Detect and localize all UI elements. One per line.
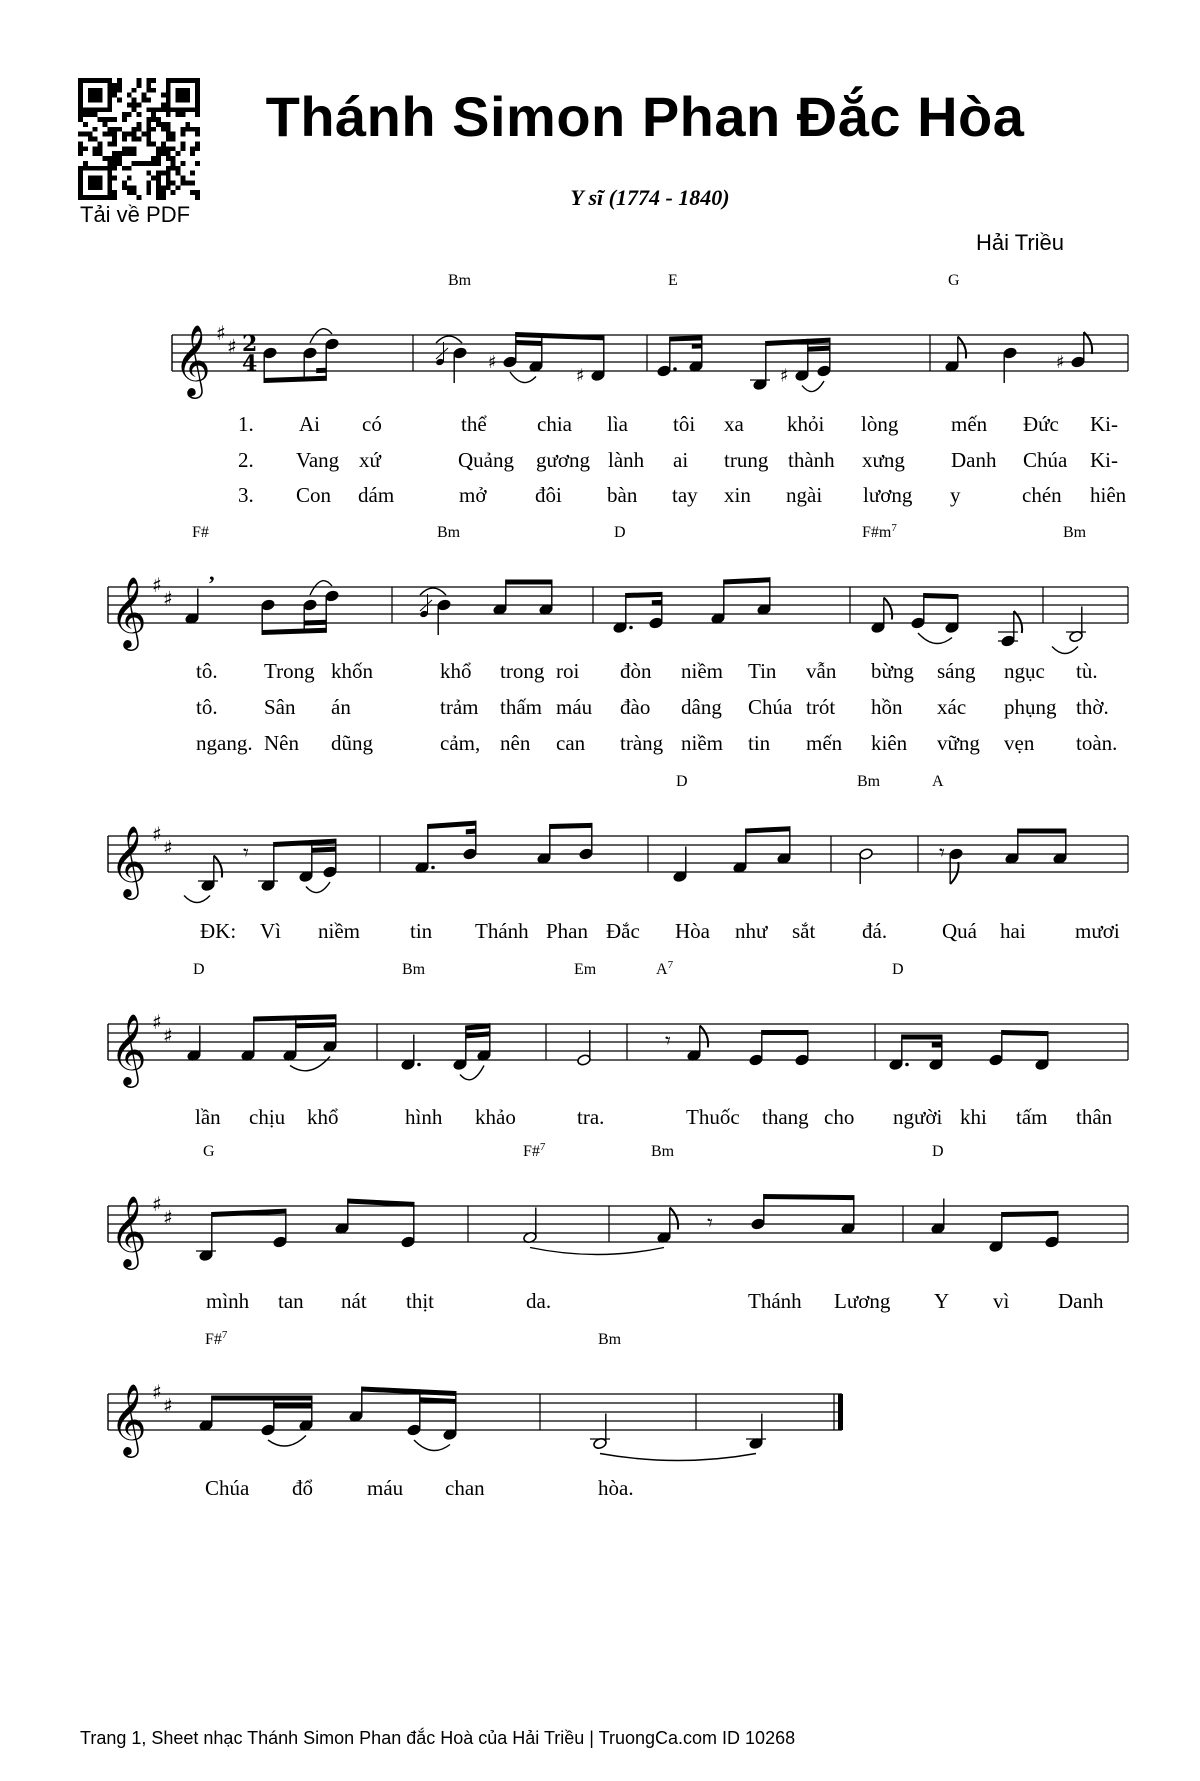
sharp-icon: ♯ xyxy=(152,822,162,846)
time-signature-top: 2 xyxy=(242,331,258,357)
page-footer: Trang 1, Sheet nhạc Thánh Simon Phan đắc Hoà của Hải Triều | TruongCa.com ID 10268 xyxy=(80,1728,796,1748)
note-beam xyxy=(466,1031,490,1038)
staff-system-5 xyxy=(108,1141,1128,1313)
chord-symbol xyxy=(656,959,674,978)
lyric-syllable: Chúa xyxy=(748,695,793,719)
chord-symbol: F# xyxy=(192,524,209,541)
lyric-syllable: khảo xyxy=(475,1105,516,1129)
note-beam xyxy=(262,628,326,635)
chord-symbol: E xyxy=(668,272,678,289)
chord-symbol xyxy=(205,1329,228,1348)
download-pdf-link[interactable]: Tải về PDF xyxy=(80,202,191,227)
chord-root: A xyxy=(656,961,668,978)
note-beam xyxy=(670,335,702,341)
lyric-syllable: roi xyxy=(556,659,580,683)
note-beam xyxy=(550,823,592,829)
lyric-syllable: nát xyxy=(341,1289,367,1313)
chord-symbol: D xyxy=(932,1143,944,1160)
sharp-icon: ♯ xyxy=(488,352,497,373)
lyric-syllable: lần xyxy=(195,1105,221,1129)
lyric-syllable: vì xyxy=(993,1289,1010,1313)
slur xyxy=(918,633,952,644)
lyric-syllable: Hòa xyxy=(675,919,710,943)
note-dot xyxy=(629,626,633,630)
note-beam xyxy=(932,1043,942,1048)
staff-system-1 xyxy=(172,272,1128,507)
slur xyxy=(436,336,462,343)
lyric-syllable: chịu xyxy=(249,1105,286,1129)
slur xyxy=(1052,647,1078,654)
lyric-syllable: hình xyxy=(405,1105,443,1129)
lyric-syllable: Thánh xyxy=(748,1289,802,1313)
lyric-syllable: tin xyxy=(748,731,771,755)
slur xyxy=(530,1248,664,1255)
note-beam xyxy=(254,1014,336,1021)
lyric-syllable: thấm xyxy=(500,695,542,719)
lyric-syllable: đôi xyxy=(535,483,562,507)
lyric-syllable: hòa. xyxy=(598,1476,634,1500)
chord-root: F#m xyxy=(862,524,892,541)
lyric-syllable: đòn xyxy=(620,659,652,683)
lyric-syllable: tan xyxy=(278,1289,304,1313)
note-flag xyxy=(700,1026,708,1048)
sharp-icon: ♯ xyxy=(163,1205,173,1230)
lyric-syllable: nên xyxy=(500,731,531,755)
note-beam xyxy=(1002,1211,1058,1217)
chord-symbol: D xyxy=(614,524,626,541)
lyric-syllable: can xyxy=(556,731,586,755)
sharp-icon: ♯ xyxy=(163,1023,173,1048)
eighth-rest-icon: 𝄾 xyxy=(939,841,945,866)
lyric-syllable: Chúa xyxy=(205,1476,250,1500)
note-beam xyxy=(296,1022,336,1028)
note-dot xyxy=(431,866,435,870)
slur xyxy=(184,896,210,903)
lyric-syllable: án xyxy=(331,695,351,719)
lyric-syllable: cảm, xyxy=(440,731,481,755)
chord-root: F# xyxy=(205,1331,222,1348)
note-flag xyxy=(214,856,222,878)
sharp-icon: ♯ xyxy=(227,334,237,359)
lyric-syllable: khốn xyxy=(331,659,373,683)
note-beam xyxy=(212,1396,312,1401)
lyric-syllable: trong xyxy=(500,659,545,683)
slur xyxy=(268,1436,306,1447)
note-beam xyxy=(626,592,662,598)
chord-extension: 7 xyxy=(221,1329,228,1341)
lyric-syllable: vẹn xyxy=(1004,731,1035,755)
lyric-syllable: gương xyxy=(536,448,590,472)
chord-symbol: D xyxy=(193,961,205,978)
sharp-icon: ♯ xyxy=(152,573,162,597)
sharp-icon: ♯ xyxy=(152,1192,162,1216)
final-barline-thick xyxy=(838,1394,843,1430)
chord-symbol: Em xyxy=(574,961,597,978)
lyric-syllable: da. xyxy=(526,1289,552,1313)
note-beam xyxy=(1002,1030,1048,1036)
treble-clef-icon: 𝄞 xyxy=(174,323,211,396)
lyric-syllable: sắt xyxy=(792,919,816,943)
lyric-syllable: khổ xyxy=(307,1105,339,1129)
slur xyxy=(414,1440,450,1451)
lyric-syllable: xứ xyxy=(359,448,381,472)
lyric-syllable: tay xyxy=(672,483,698,507)
lyric-syllable: xa xyxy=(724,412,744,436)
eighth-rest-icon: 𝄾 xyxy=(243,841,249,866)
lyric-syllable: khi xyxy=(960,1105,987,1129)
lyric-syllable: dũng xyxy=(331,731,373,755)
lyric-syllable: mở xyxy=(459,483,487,507)
composer-name: Hải Triều xyxy=(976,230,1065,255)
lyric-syllable: ngài xyxy=(786,483,823,507)
note-beam xyxy=(924,593,958,599)
note-dot xyxy=(417,1063,421,1067)
lyric-syllable: trảm xyxy=(440,695,479,719)
lyric-syllable: trót xyxy=(806,695,836,719)
lyric-syllable: Danh xyxy=(951,448,997,472)
lyric-syllable: kiên xyxy=(871,731,908,755)
note-beam xyxy=(516,332,604,340)
lyric-syllable: thể xyxy=(461,412,487,436)
sharp-icon: ♯ xyxy=(216,321,226,345)
lyric-syllable: khỏi xyxy=(787,412,825,436)
lyric-syllable: ĐK: xyxy=(200,919,237,943)
lyric-syllable: Đức xyxy=(1023,412,1059,436)
slur xyxy=(290,1057,330,1071)
chord-symbol: Bm xyxy=(598,1331,622,1348)
lyric-syllable: vẫn xyxy=(806,659,837,683)
lyric-syllable: như xyxy=(735,919,768,943)
lyric-syllable: Quảng xyxy=(458,448,514,472)
chord-symbol: Bm xyxy=(448,272,472,289)
lyric-syllable: tô. xyxy=(196,659,218,683)
chord-extension: 7 xyxy=(891,522,897,534)
note-dot xyxy=(673,367,677,371)
lyric-syllable: bàn xyxy=(607,483,638,507)
lyric-syllable: sáng xyxy=(937,659,976,683)
note-beam xyxy=(692,343,702,348)
lyric-syllable: thân xyxy=(1076,1105,1113,1129)
sharp-icon: ♯ xyxy=(163,835,173,860)
lyric-syllable: Vang xyxy=(296,448,340,472)
note-beam xyxy=(652,600,662,605)
lyric-syllable: Lương xyxy=(834,1289,891,1313)
lyric-syllable: lương xyxy=(863,483,913,507)
note-beam xyxy=(506,580,552,585)
lyric-syllable: tù. xyxy=(1076,659,1098,683)
lyric-syllable: người xyxy=(893,1105,943,1129)
lyric-syllable: thang xyxy=(762,1105,809,1129)
note-beam xyxy=(312,847,336,853)
chord-symbol: D xyxy=(892,961,904,978)
note-beam xyxy=(304,620,326,626)
song-title: Thánh Simon Phan Đắc Hòa xyxy=(265,85,1025,148)
lyric-syllable: phụng xyxy=(1004,695,1057,719)
lyric-syllable: thành xyxy=(788,448,835,472)
note-beam xyxy=(274,839,336,847)
sharp-icon: ♯ xyxy=(152,1010,162,1034)
treble-clef-icon: 𝄞 xyxy=(110,575,147,648)
lyric-syllable: thịt xyxy=(406,1289,435,1313)
lyric-syllable: Quá xyxy=(942,919,977,943)
note-beam xyxy=(724,577,770,584)
lyric-syllable: chia xyxy=(537,412,572,436)
lyric-syllable: 2. xyxy=(238,448,254,472)
lyric-syllable: 1. xyxy=(238,412,254,436)
lyric-syllable: lành xyxy=(608,448,645,472)
note-beam xyxy=(1018,829,1066,834)
lyric-syllable: Thuốc xyxy=(686,1105,740,1129)
eighth-rest-icon: 𝄾 xyxy=(665,1029,671,1054)
lyric-syllable: Con xyxy=(296,483,332,507)
lyric-syllable: mến xyxy=(806,731,843,755)
staff-system-6 xyxy=(108,1329,843,1500)
lyric-syllable: dám xyxy=(358,483,395,507)
lyric-syllable: ngục xyxy=(1004,659,1045,683)
sharp-icon: ♯ xyxy=(780,365,789,387)
chord-root: F# xyxy=(523,1143,540,1160)
lyric-syllable: Phan xyxy=(546,919,588,943)
note-beam xyxy=(212,1209,286,1217)
time-signature-bottom: 4 xyxy=(242,351,258,377)
chord-symbol: Bm xyxy=(651,1143,675,1160)
lyric-syllable: mến xyxy=(951,412,988,436)
lyric-syllable: tin xyxy=(410,919,433,943)
song-subtitle: Y sĩ (1774 - 1840) xyxy=(570,185,730,210)
lyric-syllable: tấm xyxy=(1016,1105,1048,1129)
lyric-syllable: niềm xyxy=(681,731,723,755)
treble-clef-icon: 𝄞 xyxy=(110,1194,147,1267)
chord-symbol: Bm xyxy=(1063,524,1087,541)
lyric-syllable: niềm xyxy=(318,919,360,943)
note-beam xyxy=(466,829,476,835)
note-beam xyxy=(516,340,542,346)
staff-system-4 xyxy=(108,959,1128,1129)
lyric-syllable: Ki- xyxy=(1090,448,1118,472)
lyric-syllable: Ai xyxy=(299,412,320,436)
lyric-syllable: hiên xyxy=(1090,483,1127,507)
eighth-rest-icon: 𝄾 xyxy=(707,1211,713,1236)
lyric-syllable: dâng xyxy=(681,695,722,719)
lyric-syllable: mình xyxy=(206,1289,250,1313)
lyric-syllable: Ki- xyxy=(1090,412,1118,436)
chord-symbol: A xyxy=(932,773,944,790)
lyric-syllable: Nên xyxy=(264,731,299,755)
lyric-syllable: niềm xyxy=(681,659,723,683)
note-flag xyxy=(958,337,966,359)
slur xyxy=(306,882,330,893)
lyric-syllable: lìa xyxy=(607,412,628,436)
sharp-icon: ♯ xyxy=(163,586,173,611)
note-flag xyxy=(884,598,892,620)
lyric-syllable: Danh xyxy=(1058,1289,1104,1313)
lyric-syllable: chan xyxy=(445,1476,485,1500)
lyric-syllable: ai xyxy=(673,448,689,472)
lyric-syllable: ngang. xyxy=(196,731,253,755)
lyric-syllable: đổ xyxy=(292,1476,313,1500)
chord-extension: 7 xyxy=(539,1141,546,1153)
lyric-syllable: Trong xyxy=(264,659,315,683)
lyric-syllable: Y xyxy=(934,1289,950,1313)
chord-symbol xyxy=(862,522,897,541)
note-beam xyxy=(808,346,830,352)
chord-symbol: Bm xyxy=(437,524,461,541)
note-flag xyxy=(950,862,958,884)
lyric-syllable: 3. xyxy=(238,483,254,507)
staff-system-3 xyxy=(108,773,1128,943)
breath-mark-icon: ’ xyxy=(208,571,216,596)
lyric-syllable: cho xyxy=(824,1105,855,1129)
note-beam xyxy=(762,1030,808,1035)
chord-symbol: Bm xyxy=(402,961,426,978)
lyric-syllable: Tin xyxy=(748,659,777,683)
lyric-syllable: Đắc xyxy=(606,919,640,943)
note-dot xyxy=(905,1063,909,1067)
lyric-syllable: trung xyxy=(724,448,769,472)
lyric-syllable: mươi xyxy=(1075,919,1120,943)
chord-symbol: G xyxy=(948,272,960,289)
sharp-icon: ♯ xyxy=(152,1380,162,1404)
lyric-syllable: tra. xyxy=(577,1105,605,1129)
lyric-syllable: lòng xyxy=(861,412,899,436)
lyric-syllable: tràng xyxy=(620,731,664,755)
sharp-icon: ♯ xyxy=(163,1393,173,1418)
treble-clef-icon: 𝄞 xyxy=(110,1382,147,1455)
chord-symbol: G xyxy=(203,1143,215,1160)
treble-clef-icon: 𝄞 xyxy=(110,824,147,897)
note-beam xyxy=(766,338,830,346)
slur xyxy=(600,1454,756,1461)
lyric-syllable: tô. xyxy=(196,695,218,719)
slur xyxy=(420,588,446,595)
note-beam xyxy=(274,1404,312,1409)
lyric-syllable: xưng xyxy=(862,448,905,472)
note-beam xyxy=(428,821,476,829)
lyric-syllable: bừng xyxy=(871,659,914,683)
slur xyxy=(802,381,824,392)
lyric-syllable: hai xyxy=(1000,919,1026,943)
lyric-syllable: vững xyxy=(937,731,980,755)
lyric-syllable: Vì xyxy=(260,919,281,943)
lyric-syllable: có xyxy=(362,412,382,436)
lyric-syllable: toàn. xyxy=(1076,731,1118,755)
note-flag xyxy=(670,1208,678,1230)
slur xyxy=(510,372,536,383)
note-beam xyxy=(746,826,790,833)
sharp-icon: ♯ xyxy=(576,365,585,387)
sharp-icon: ♯ xyxy=(1056,352,1065,373)
chord-symbol xyxy=(523,1141,546,1160)
lyric-syllable: xin xyxy=(724,483,751,507)
lyric-syllable: hồn xyxy=(871,695,903,719)
note-beam xyxy=(902,1035,942,1040)
lyric-syllable: Thánh xyxy=(475,919,529,943)
lyric-syllable: đào xyxy=(620,695,651,719)
lyric-syllable: Chúa xyxy=(1023,448,1068,472)
lyric-syllable: chén xyxy=(1022,483,1062,507)
lyric-syllable: máu xyxy=(556,695,593,719)
chord-symbol: Bm xyxy=(857,773,881,790)
lyric-syllable: y xyxy=(950,483,961,507)
note-beam xyxy=(264,376,326,383)
lyric-syllable: Sân xyxy=(264,695,296,719)
staff-system-2 xyxy=(108,522,1128,755)
lyric-syllable: máu xyxy=(367,1476,404,1500)
lyric-syllable: tôi xyxy=(673,412,696,436)
note-beam xyxy=(316,368,326,373)
chord-symbol: D xyxy=(676,773,688,790)
lyric-syllable: thờ. xyxy=(1076,695,1109,719)
lyric-syllable: xác xyxy=(937,695,967,719)
note-beam xyxy=(764,1194,854,1200)
chord-extension: 7 xyxy=(667,959,674,971)
treble-clef-icon: 𝄞 xyxy=(110,1012,147,1085)
lyric-syllable: khổ xyxy=(440,659,472,683)
lyric-syllable: đá. xyxy=(862,919,888,943)
